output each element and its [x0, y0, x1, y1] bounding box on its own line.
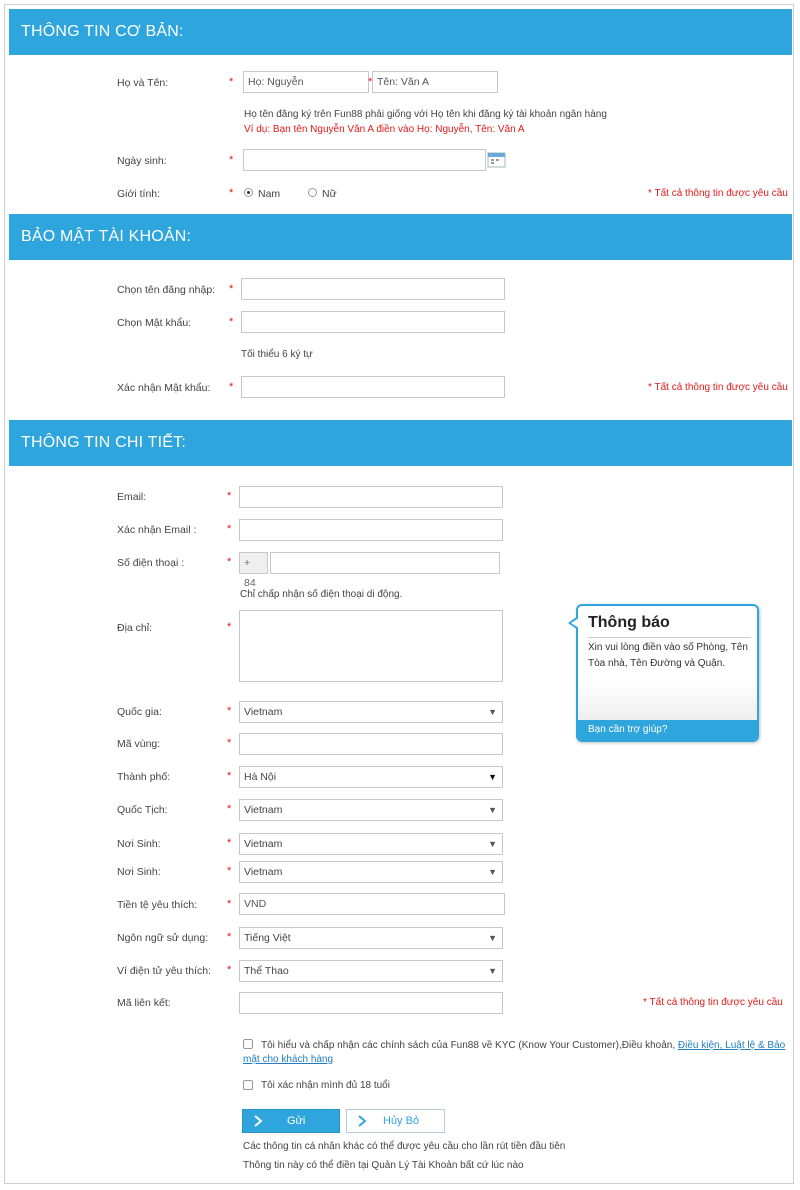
country-label: Quốc gia:	[117, 706, 162, 718]
chevron-down-icon: ▼	[488, 805, 497, 815]
chevron-down-icon: ▼	[488, 966, 497, 976]
phone-label: Số điện thoại :	[117, 557, 185, 569]
city-value: Hà Nội	[244, 771, 277, 783]
tooltip-title: Thông báo	[588, 614, 670, 631]
required-star: *	[227, 737, 232, 749]
address-label: Địa chỉ:	[117, 622, 153, 634]
required-star: *	[227, 898, 232, 910]
terms-link[interactable]: Điều kiện, Luật lệ & Bảo	[677, 1040, 786, 1051]
birthplace2-value: Vietnam	[244, 866, 283, 878]
confirm-email-input[interactable]	[239, 519, 503, 541]
terms-link-continued[interactable]: mật cho khách hàng	[243, 1054, 334, 1065]
required-star: *	[227, 803, 232, 815]
agree-text-span: Tôi hiểu và chấp nhận các chính sách của Fun88 về KYC (Know Your Customer),Điều khoản,	[261, 1040, 676, 1051]
currency-input[interactable]	[239, 893, 505, 915]
required-star: *	[229, 381, 234, 393]
password-hint: Tối thiểu 6 ký tự	[241, 349, 313, 360]
username-input[interactable]	[241, 278, 505, 300]
required-star: *	[227, 964, 232, 976]
address-textarea[interactable]	[239, 610, 503, 682]
name-hint: Họ tên đăng ký trên Fun88 phải giống với Họ tên khi đăng ký tài khoản ngân hàng	[244, 109, 607, 120]
dob-label: Ngày sinh:	[117, 155, 167, 167]
name-example: Ví dụ: Bạn tên Nguyễn Văn A điền vào Họ: Nguyễn, Tên: Văn A	[244, 124, 525, 135]
gender-female-radio[interactable]	[308, 188, 317, 197]
required-star: *	[227, 865, 232, 877]
city-select[interactable]	[239, 766, 503, 788]
required-note: * Tất cả thông tin được yêu cầu	[648, 382, 788, 393]
wallet-select[interactable]	[239, 960, 503, 982]
confirm-password-label: Xác nhận Mật khẩu:	[117, 382, 211, 394]
required-star: *	[229, 76, 234, 88]
wallet-label: Ví điện tử yêu thích:	[117, 965, 211, 977]
birthplace2-select[interactable]	[239, 861, 503, 883]
wallet-value: Thể Thao	[244, 965, 289, 977]
footer-note-1: Các thông tin cá nhân khác có thể được yêu cầu cho lần rút tiền đầu tiên	[243, 1141, 566, 1152]
affiliate-label: Mã liên kết:	[117, 997, 171, 1009]
required-star: *	[229, 187, 234, 199]
zip-input[interactable]	[239, 733, 503, 755]
password-label: Chọn Mật khẩu:	[117, 317, 192, 329]
submit-button[interactable]	[242, 1109, 340, 1133]
password-input[interactable]	[241, 311, 505, 333]
country-value: Vietnam	[244, 706, 283, 718]
section-header-security: BẢO MẬT TÀI KHOẢN:	[9, 214, 792, 260]
required-star: *	[229, 154, 234, 166]
required-star: *	[227, 523, 232, 535]
nationality-label: Quốc Tịch:	[117, 804, 168, 816]
currency-label: Tiền tệ yêu thích:	[117, 899, 198, 911]
birthplace2-label: Nơi Sinh:	[117, 866, 161, 878]
nationality-value: Vietnam	[244, 804, 283, 816]
info-tooltip	[576, 604, 759, 742]
gender-label: Giới tính:	[117, 188, 161, 200]
age-text: Tôi xác nhận mình đủ 18 tuổi	[261, 1080, 390, 1091]
chevron-down-icon: ▼	[488, 707, 497, 717]
arrow-right-icon	[253, 1114, 263, 1136]
required-star: *	[227, 556, 232, 568]
help-link[interactable]: Bạn cần trợ giúp?	[578, 720, 757, 740]
nationality-select[interactable]	[239, 799, 503, 821]
name-label: Họ và Tên:	[117, 77, 169, 89]
language-value: Tiếng Việt	[244, 932, 291, 944]
footer-note-2: Thông tin này có thể điền tại Quản Lý Tài Khoản bất cứ lúc nào	[243, 1160, 524, 1171]
last-name-input[interactable]	[243, 71, 369, 93]
country-select[interactable]	[239, 701, 503, 723]
cancel-button[interactable]	[346, 1109, 445, 1133]
gender-female-label: Nữ	[322, 188, 337, 200]
required-note: * Tất cả thông tin được yêu cầu	[643, 997, 783, 1008]
affiliate-input[interactable]	[239, 992, 503, 1014]
language-select[interactable]	[239, 927, 503, 949]
required-star: *	[227, 490, 232, 502]
birthplace-label: Nơi Sinh:	[117, 838, 161, 850]
section-header-basic: THÔNG TIN CƠ BẢN:	[9, 9, 792, 55]
age-checkbox[interactable]	[243, 1080, 253, 1090]
email-label: Email:	[117, 491, 147, 503]
chevron-down-icon: ▼	[488, 933, 497, 943]
tooltip-divider	[588, 637, 751, 638]
phone-hint: Chỉ chấp nhận số điện thoại di động.	[240, 589, 403, 600]
first-name-input[interactable]	[372, 71, 498, 93]
gender-male-label: Nam	[258, 188, 281, 200]
tooltip-arrow-inner	[571, 618, 579, 628]
submit-label: Gửi	[287, 1115, 306, 1127]
chevron-down-icon: ▼	[488, 867, 497, 877]
phone-prefix: + 84	[239, 552, 268, 574]
birthplace-value: Vietnam	[244, 838, 283, 850]
required-star: *	[368, 76, 373, 88]
chevron-down-icon: ▼	[488, 839, 497, 849]
arrow-right-icon	[357, 1114, 367, 1136]
confirm-password-input[interactable]	[241, 376, 505, 398]
agree-text	[243, 1039, 788, 1067]
gender-male-radio[interactable]	[244, 188, 253, 197]
email-input[interactable]	[239, 486, 503, 508]
calendar-icon[interactable]	[487, 150, 506, 169]
cancel-label: Hủy Bỏ	[383, 1115, 420, 1127]
username-label: Chọn tên đăng nhập:	[117, 284, 216, 296]
phone-input[interactable]	[270, 552, 500, 574]
confirm-email-label: Xác nhận Email :	[117, 524, 197, 536]
required-star: *	[227, 837, 232, 849]
required-note: * Tất cả thông tin được yêu cầu	[648, 188, 788, 199]
zip-label: Mã vùng:	[117, 738, 161, 750]
section-header-detail: THÔNG TIN CHI TIẾT:	[9, 420, 792, 466]
tooltip-body: Xin vui lòng điền vào số Phòng, Tên Tòa nhà, Tên Đường và Quận.	[588, 642, 748, 669]
chevron-down-icon: ▼	[488, 772, 497, 782]
required-star: *	[227, 705, 232, 717]
required-star: *	[227, 770, 232, 782]
birthplace-select[interactable]	[239, 833, 503, 855]
required-star: *	[229, 283, 234, 295]
required-star: *	[229, 316, 234, 328]
language-label: Ngôn ngữ sử dụng:	[117, 932, 209, 944]
required-star: *	[227, 931, 232, 943]
required-star: *	[227, 621, 232, 633]
dob-input[interactable]	[243, 149, 486, 171]
city-label: Thành phố:	[117, 771, 171, 783]
